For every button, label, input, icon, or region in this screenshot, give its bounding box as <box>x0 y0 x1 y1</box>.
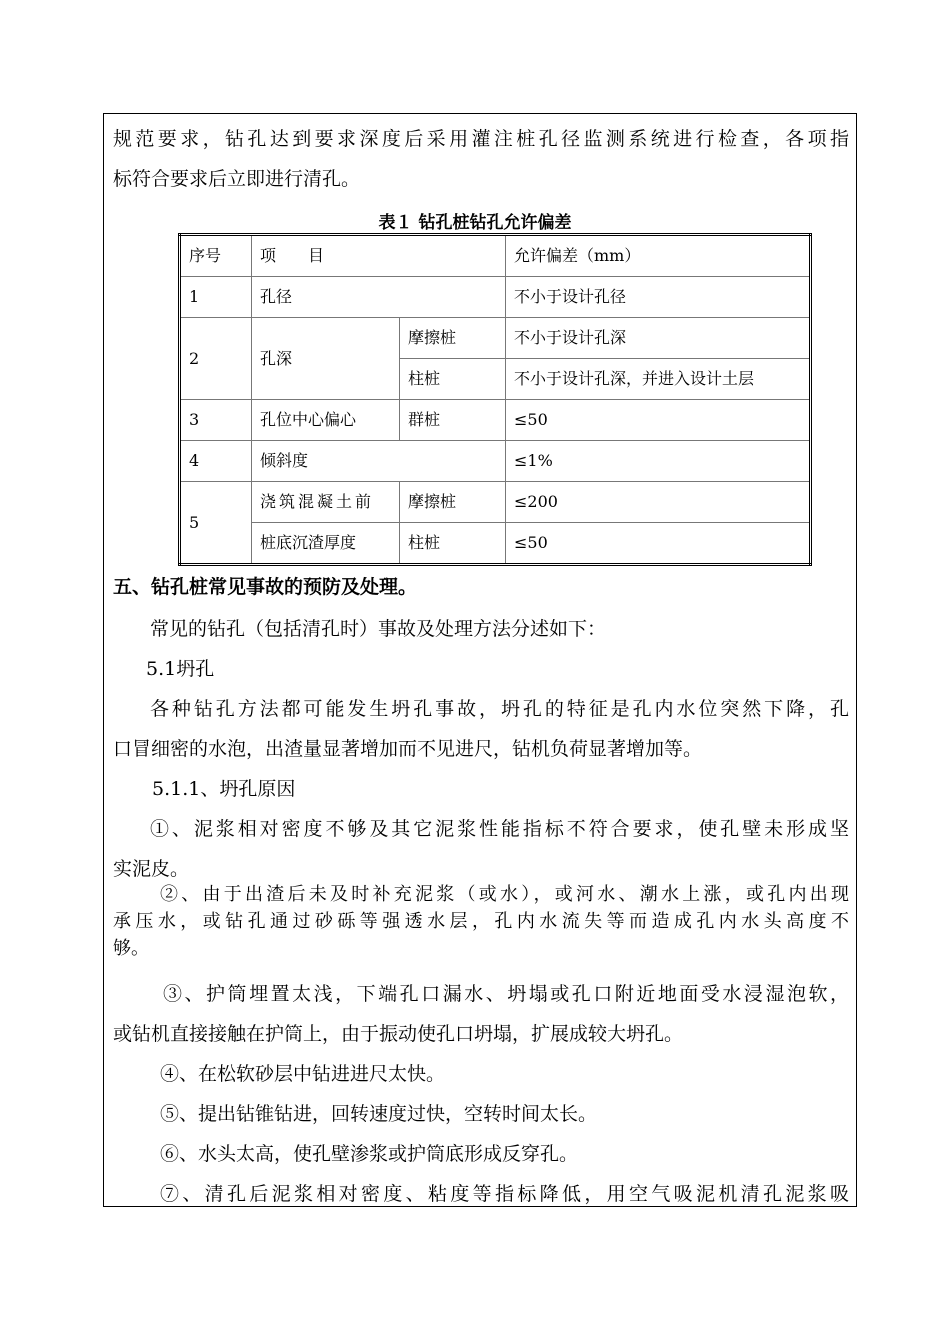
cause-item: 或钻机直接接触在护筒上，由于振动使孔口坍塌，扩展成较大坍孔。 <box>113 1023 684 1045</box>
cause-item: ②、由于出渣后未及时补充泥浆（或水），或河水、潮水上涨，或孔内出现 <box>160 884 849 905</box>
row-tolerance: 不小于设计孔深 <box>506 318 811 359</box>
cause-item: ⑦、清孔后泥浆相对密度、粘度等指标降低，用空气吸泥机清孔泥浆吸 <box>160 1183 849 1205</box>
cause-item: ⑤、提出钻锥钻进，回转速度过快，空转时间太长。 <box>160 1103 598 1125</box>
table-caption: 表１ 钻孔桩钻孔允许偏差 <box>378 213 572 233</box>
row-sub: 群桩 <box>400 400 506 441</box>
cause-item: ⑥、水头太高，使孔壁渗浆或护筒底形成反穿孔。 <box>160 1143 579 1165</box>
subsection-heading: 5.1坍孔 <box>146 658 215 680</box>
row-tolerance: ≤50 <box>506 400 811 441</box>
row-item: 倾斜度 <box>252 441 506 482</box>
paragraph-line: 口冒细密的水泡，出渣量显著增加而不见进尺，钻机负荷显著增加等。 <box>113 738 703 760</box>
table-row <box>180 441 811 482</box>
row-item: 孔位中心偏心 <box>252 400 400 441</box>
table-row <box>180 400 811 441</box>
cause-item: 够。 <box>113 938 149 959</box>
table-header-row <box>180 235 811 277</box>
row-tolerance: ≤200 <box>506 482 811 523</box>
intro-line-1: 规范要求，钻孔达到要求深度后采用灌注桩孔径监测系统进行检查，各项指 <box>113 128 849 150</box>
cause-item: ③、护筒埋置太浅，下端孔口漏水、坍塌或孔口附近地面受水浸湿泡软， <box>163 983 849 1005</box>
row-no: 3 <box>180 400 252 441</box>
section-heading: 五、钻孔桩常见事故的预防及处理。 <box>113 576 418 598</box>
cause-item: 实泥皮。 <box>113 858 190 880</box>
header-item: 项 目 <box>252 235 506 277</box>
paragraph-line: 各种钻孔方法都可能发生坍孔事故，坍孔的特征是孔内水位突然下降，孔 <box>150 698 849 720</box>
table-row <box>180 482 811 523</box>
section-intro: 常见的钻孔（包括清孔时）事故及处理方法分述如下： <box>150 618 607 640</box>
row-sub: 柱桩 <box>400 523 506 565</box>
row-item: 桩底沉渣厚度 <box>252 523 400 565</box>
header-tolerance: 允许偏差（mm） <box>506 235 811 277</box>
cause-item: ①、泥浆相对密度不够及其它泥浆性能指标不符合要求，使孔壁未形成坚 <box>150 818 849 840</box>
row-item: 孔深 <box>252 318 400 400</box>
row-no: 4 <box>180 441 252 482</box>
header-no: 序号 <box>180 235 252 277</box>
row-tolerance: 不小于设计孔深，并进入设计土层 <box>506 359 811 400</box>
row-item: 孔径 <box>252 277 506 318</box>
row-sub: 摩擦桩 <box>400 482 506 523</box>
cause-item: ④、在松软砂层中钻进进尺太快。 <box>160 1063 446 1085</box>
intro-line-2: 标符合要求后立即进行清孔。 <box>113 168 361 190</box>
table-row <box>180 277 811 318</box>
row-tolerance: 不小于设计孔径 <box>506 277 811 318</box>
deviation-table <box>178 233 812 566</box>
table-row <box>180 318 811 359</box>
row-no: 2 <box>180 318 252 400</box>
row-no: 5 <box>180 482 252 565</box>
table-row <box>180 523 811 565</box>
row-no: 1 <box>180 277 252 318</box>
cause-item: 承压水，或钻孔通过砂砾等强透水层，孔内水流失等而造成孔内水头高度不 <box>113 911 849 932</box>
row-tolerance: ≤1% <box>506 441 811 482</box>
cause-heading: 5.1.1、坍孔原因 <box>152 778 296 800</box>
row-sub: 柱桩 <box>400 359 506 400</box>
row-sub: 摩擦桩 <box>400 318 506 359</box>
row-tolerance: ≤50 <box>506 523 811 565</box>
row-item: 浇筑混凝土前 <box>252 482 400 523</box>
